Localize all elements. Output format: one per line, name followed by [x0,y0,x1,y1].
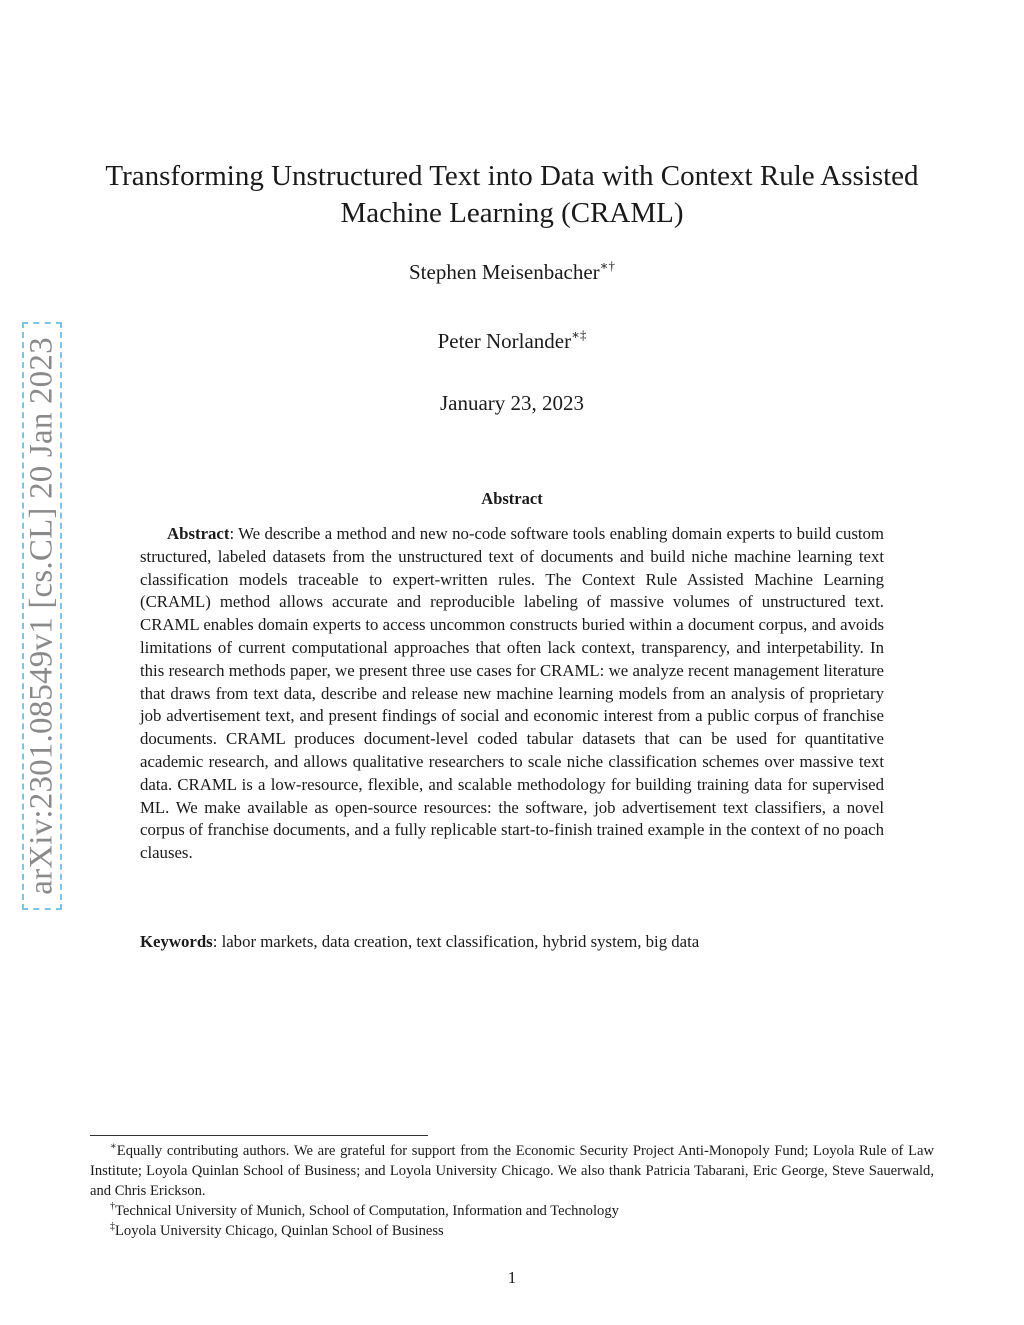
paper-date: January 23, 2023 [439,391,585,415]
footnote-3-text: Loyola University Chicago, Quinlan School of Business [115,1223,444,1239]
paper-title: Transforming Unstructured Text into Data with Context Rule Assisted Machine Learning (CRAML) [105,160,919,229]
author-2 [90,329,934,354]
footnote-1 [90,1141,934,1201]
footnote-3 [90,1221,934,1241]
keywords-label: Keywords [140,932,213,951]
footnote-1-text: Equally contributing authors. We are grateful for support from the Economic Security Project Anti-Monopoly Fund; Loyola Rule of Law Institute; Loyola Quinlan School of Business; and Loyola University Chicago. We also thank Patricia Tabarani, Eric George, Steve Sauerwald, and Chris Erickson. [90,1143,934,1199]
keywords-text: : labor markets, data creation, text classification, hybrid system, big data [212,932,700,951]
author-1-name: Stephen Meisenbacher [408,260,600,284]
abstract-heading: Abstract [481,489,543,508]
author-1 [90,260,934,285]
abstract-text: : We describe a method and new no-code software tools enabling domain experts to build custom structured, labeled datasets from the unstructured text of documents and build niche machine learning text classification models traceable to expert-written rules. The Context Rule Assisted Machine Learning (CRAML) method allows accurate and reproducible labeling of massive volumes of unstructured text. CRAML enables domain experts to access uncommon constructs buried within a document corpus, and avoids limitations of current computational approaches that often lack context, transparency, and interpetability. In this research methods paper, we present three use cases for CRAML: we analyze recent management literature that draws from text data, describe and release new machine learning models from an analysis of proprietary job advertisement text, and present findings of social and economic interest from a public corpus of franchise documents. CRAML produces document-level coded tabular datasets that can be used for quantitative academic research, and allows qualitative researchers to scale niche classification schemes over massive text data. CRAML is a low-resource, flexible, and scalable methodology for building training data for supervised ML. We make available as open-source resources: the software, job advertisement text classifiers, a novel corpus of franchise documents, and a fully replicable start-to-finish trained example in the context of no poach clauses. [140,524,884,863]
author-2-name: Peter Norlander [437,329,572,353]
footnote-2-mark: † [110,1201,115,1212]
footnote-rule [90,1135,428,1136]
footnote-3-mark: ‡ [110,1221,115,1232]
author-2-marks: ∗‡ [571,327,587,342]
page-number: 1 [507,1268,517,1287]
footnotes [90,1141,934,1241]
author-1-marks: ∗† [599,258,616,273]
abstract-lead: Abstract [167,524,230,543]
arxiv-stamp [22,322,62,910]
footnote-2-text: Technical University of Munich, School of Computation, Information and Technology [115,1203,619,1219]
footnote-1-mark: ∗ [110,1141,117,1152]
keywords [140,931,884,953]
footnote-2 [90,1201,934,1221]
arxiv-identifier: arXiv:2301.08549v1 [cs.CL] 20 Jan 2023 [23,337,60,895]
abstract-body [140,523,884,865]
